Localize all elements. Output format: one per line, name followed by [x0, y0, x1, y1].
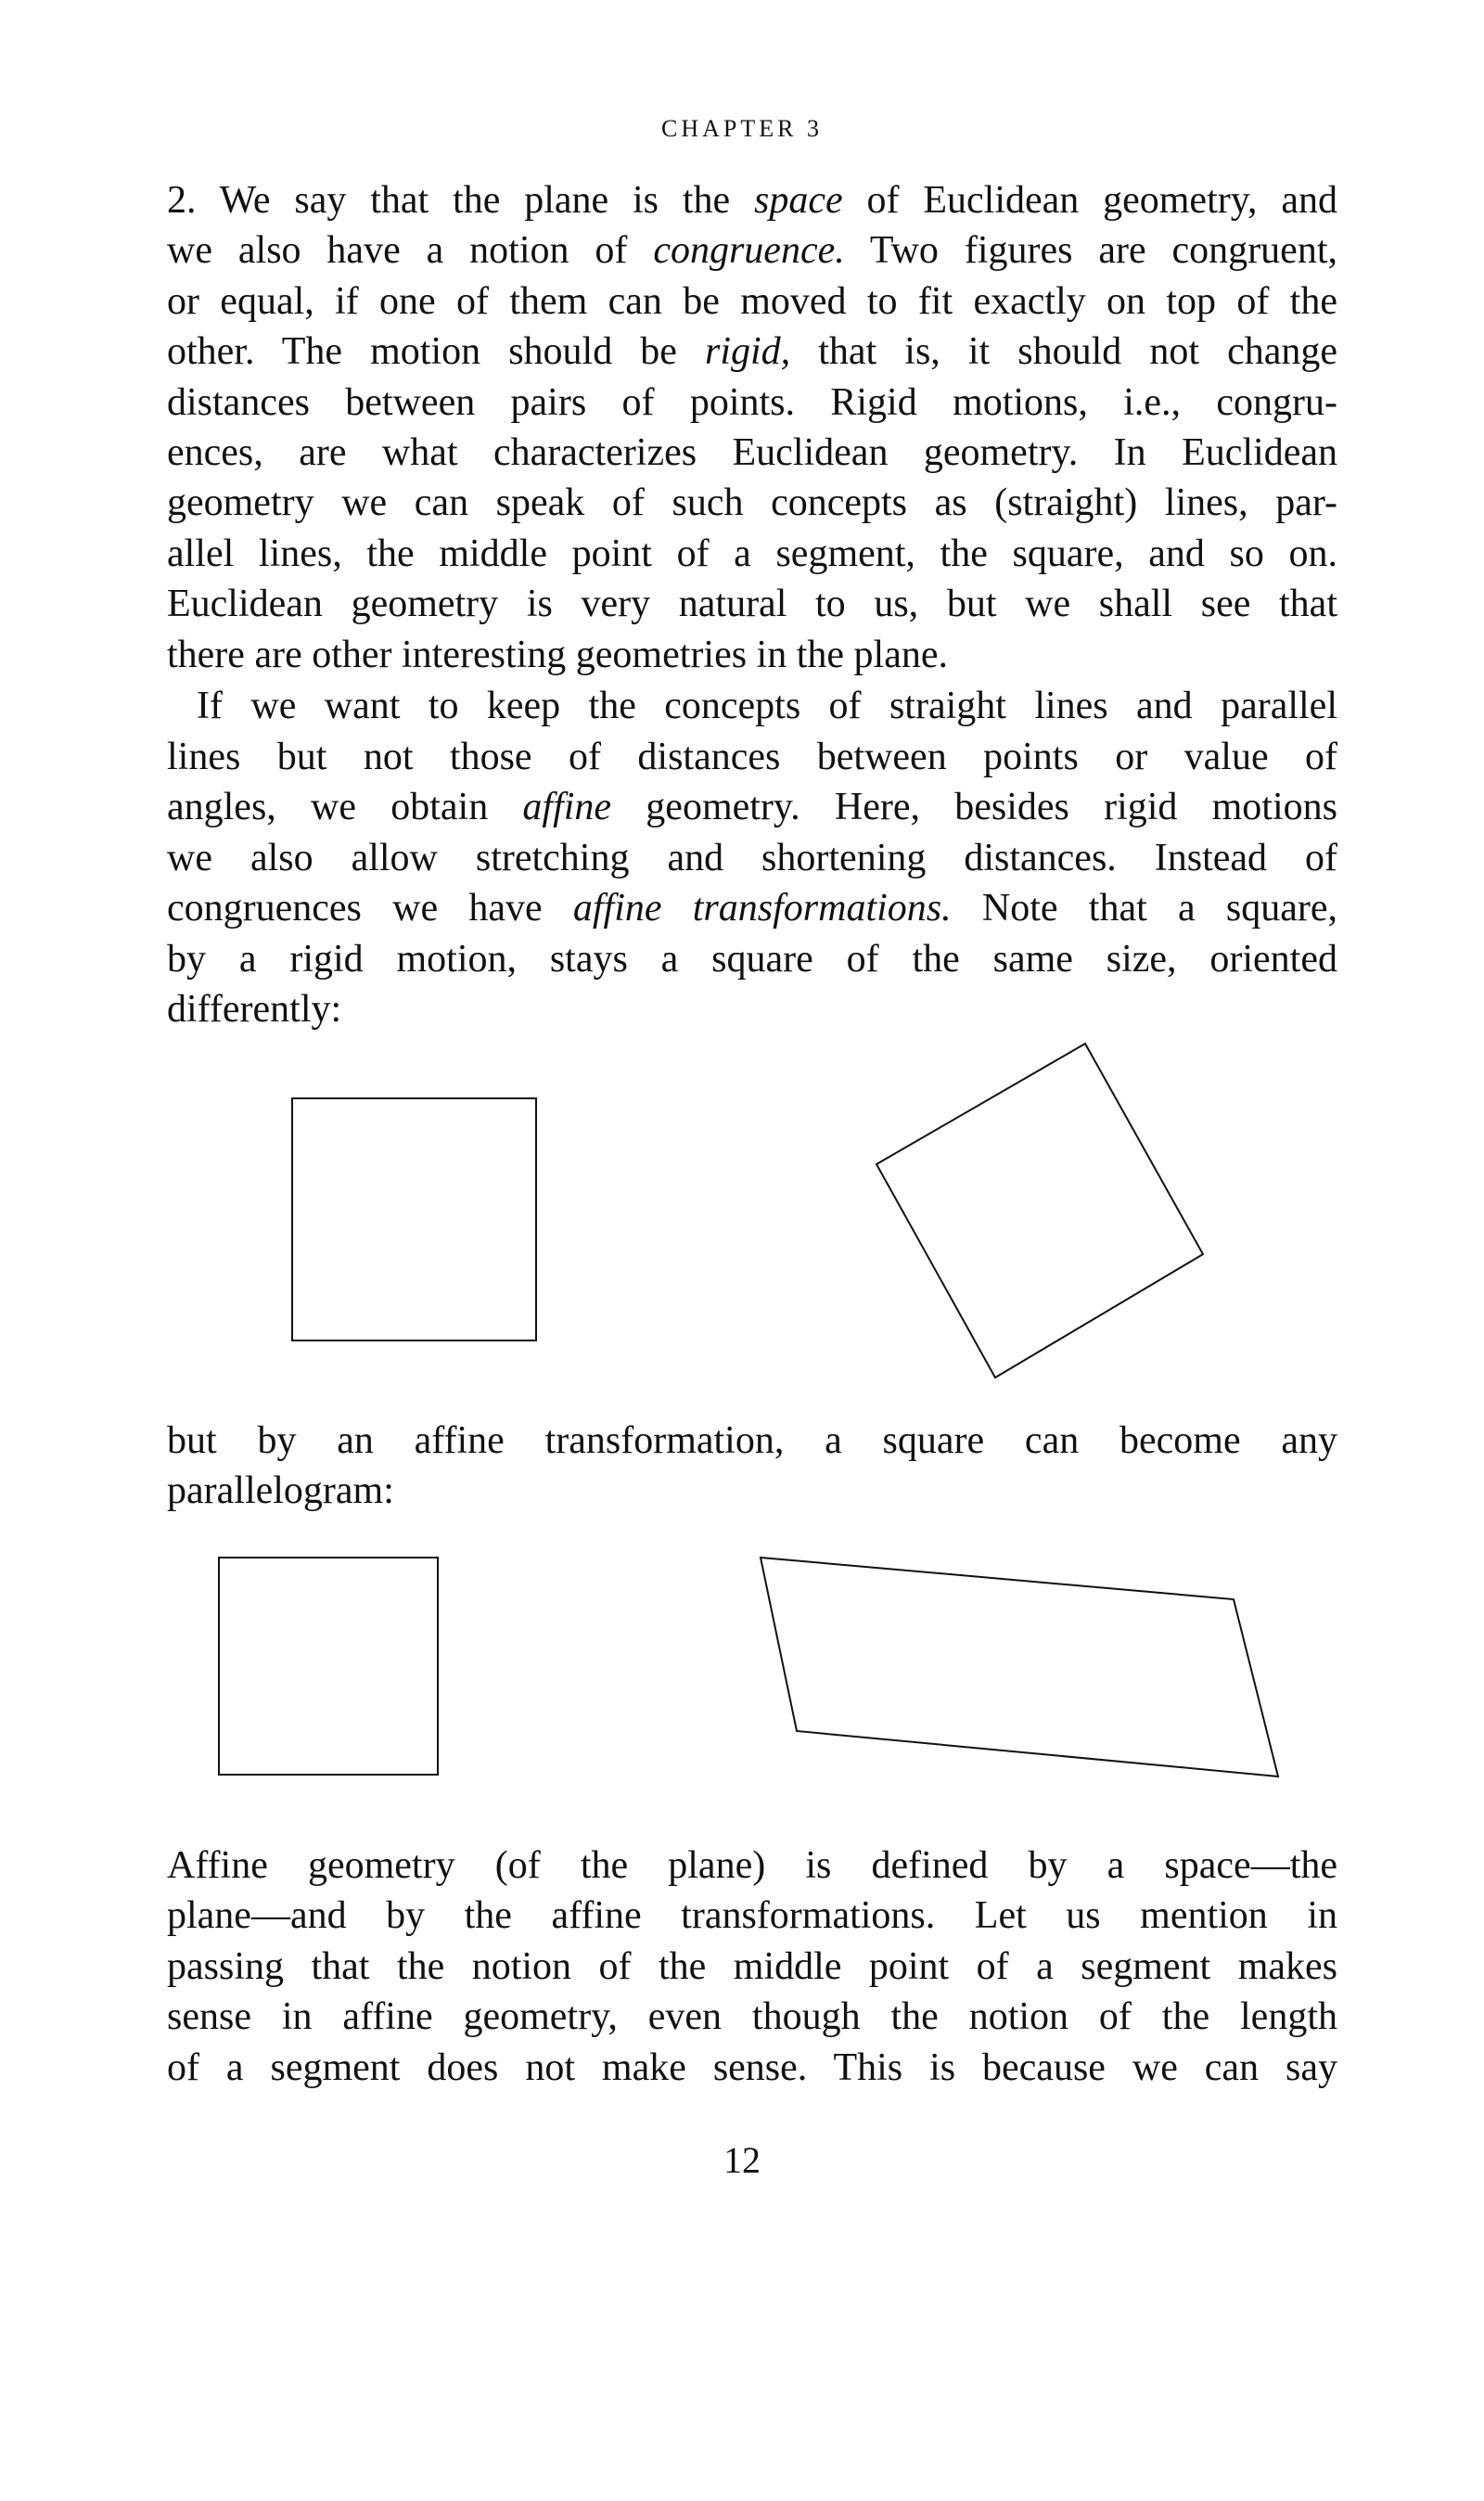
italic-term: congruence.: [653, 229, 845, 273]
text-run: 2. We say that the plane is the: [167, 178, 755, 222]
text-run: distances between pairs of points. Rigid motions, i.e., congru-: [167, 380, 1337, 424]
text-run: Two figures are congruent,: [844, 229, 1337, 273]
rotated-square-figure: [876, 1044, 1203, 1378]
text-run: passing that the notion of the middle point of a segment makes: [167, 1944, 1337, 1988]
text-run: angles, we obtain: [167, 786, 523, 829]
text-run: of Euclidean geometry, and: [842, 178, 1337, 222]
text-run: If we want to keep the concepts of straight lines and parallel: [197, 685, 1337, 728]
text-run: congruences we have: [167, 887, 573, 930]
text-run: lines but not those of distances between points or value of: [167, 735, 1337, 778]
text-run: that is, it should not change: [790, 330, 1337, 374]
text-run: we also allow stretching and shortening distances. Instead of: [167, 836, 1337, 879]
text-run: but by an affine transformation, a square can become any: [167, 1418, 1337, 1462]
text-run: Euclidean geometry is very natural to us, but we shall see that: [167, 583, 1337, 626]
italic-term: space: [754, 178, 843, 222]
text-run: allel lines, the middle point of a segment, the square, and so on.: [167, 532, 1337, 575]
text-run: by a rigid motion, stays a square of the same size, oriented: [167, 937, 1337, 981]
text-run: geometry we can speak of such concepts as (straight) lines, par-: [167, 481, 1337, 525]
text-run: sense in affine geometry, even though the notion of the length: [167, 1995, 1337, 2039]
parallelogram-figure: [761, 1558, 1278, 1776]
text-run: differently:: [167, 988, 342, 1032]
text-run: of a segment does not make sense. This is because we can say: [167, 2046, 1337, 2089]
text-run: other. The motion should be: [167, 330, 705, 374]
text-run: Note that a square,: [951, 887, 1337, 930]
text-run: plane—and by the affine transformations. Let us mention in: [167, 1894, 1337, 1938]
italic-term: affine transformations.: [572, 887, 952, 930]
page-number: 12: [723, 2139, 761, 2181]
square-figure-2: [219, 1558, 438, 1775]
text-run: parallelogram:: [167, 1469, 394, 1513]
text-run: geometry. Here, besides rigid motions: [611, 786, 1337, 829]
italic-term: affine: [522, 786, 612, 829]
text-run: ences, are what characterizes Euclidean geometry. In Euclidean: [167, 431, 1337, 474]
running-header: CHAPTER 3: [661, 115, 823, 142]
text-run: Affine geometry (of the plane) is defined by a space—the: [167, 1843, 1337, 1887]
italic-term: rigid,: [705, 330, 791, 374]
text-run: there are other interesting geometries in the plane.: [167, 633, 948, 676]
text-run: we also have a notion of: [167, 229, 654, 273]
text-run: or equal, if one of them can be moved to fit exactly on top of the: [167, 279, 1337, 323]
square-figure-1: [292, 1098, 536, 1340]
